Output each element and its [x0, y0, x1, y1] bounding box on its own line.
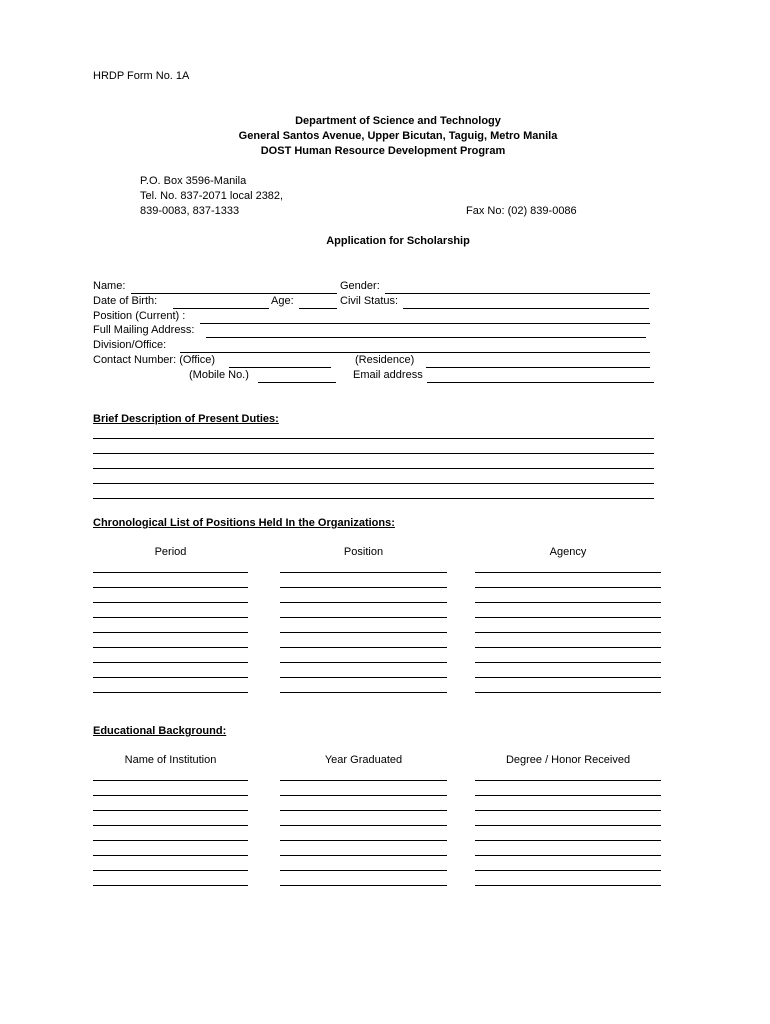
name-label: Name:: [93, 280, 126, 292]
dob-input[interactable]: [173, 295, 269, 309]
table-entry-line[interactable]: [475, 602, 661, 603]
email-label: Email address: [353, 369, 423, 381]
table-entry-line[interactable]: [280, 602, 447, 603]
table-entry-line[interactable]: [475, 780, 661, 781]
table-entry-line[interactable]: [93, 647, 248, 648]
table-entry-line[interactable]: [280, 855, 447, 856]
table-entry-line[interactable]: [93, 840, 248, 841]
fax-number: Fax No: (02) 839-0086: [466, 205, 577, 217]
form-title: Application for Scholarship: [326, 235, 470, 247]
age-label: Age:: [271, 295, 294, 307]
table-entry-line[interactable]: [475, 795, 661, 796]
table-entry-line[interactable]: [93, 810, 248, 811]
org-address: General Santos Avenue, Upper Bicutan, Taguig, Metro Manila: [238, 130, 558, 142]
table-entry-line[interactable]: [475, 825, 661, 826]
residence-input[interactable]: [426, 354, 650, 368]
table-entry-line[interactable]: [475, 885, 661, 886]
table-entry-line[interactable]: [280, 647, 447, 648]
table-entry-line[interactable]: [93, 602, 248, 603]
duties-line[interactable]: [93, 483, 654, 484]
dob-label: Date of Birth:: [93, 295, 158, 307]
table-entry-line[interactable]: [475, 587, 661, 588]
table-entry-line[interactable]: [280, 617, 447, 618]
table-entry-line[interactable]: [475, 647, 661, 648]
duties-line[interactable]: [93, 498, 654, 499]
table-entry-line[interactable]: [280, 677, 447, 678]
positions-col-position: Position: [343, 546, 384, 558]
positions-title: Chronological List of Positions Held In the Organizations:: [93, 517, 395, 529]
table-entry-line[interactable]: [93, 617, 248, 618]
tel-line-1: Tel. No. 837-2071 local 2382,: [140, 190, 284, 202]
residence-label: (Residence): [355, 354, 415, 366]
table-entry-line[interactable]: [280, 780, 447, 781]
po-box: P.O. Box 3596-Manila: [140, 175, 247, 187]
gender-input[interactable]: [385, 280, 650, 294]
table-entry-line[interactable]: [475, 632, 661, 633]
table-entry-line[interactable]: [93, 885, 248, 886]
gender-label: Gender:: [340, 280, 380, 292]
table-entry-line[interactable]: [93, 677, 248, 678]
table-entry-line[interactable]: [280, 795, 447, 796]
table-entry-line[interactable]: [93, 632, 248, 633]
table-entry-line[interactable]: [475, 677, 661, 678]
email-input[interactable]: [427, 369, 654, 383]
table-entry-line[interactable]: [475, 692, 661, 693]
org-name: Department of Science and Technology: [295, 115, 501, 127]
mailing-label: Full Mailing Address:: [93, 324, 195, 336]
position-input[interactable]: [200, 310, 650, 324]
table-entry-line[interactable]: [280, 870, 447, 871]
table-entry-line[interactable]: [475, 572, 661, 573]
table-entry-line[interactable]: [93, 855, 248, 856]
contact-office-input[interactable]: [229, 354, 331, 368]
table-entry-line[interactable]: [93, 572, 248, 573]
education-col-year: Year Graduated: [324, 754, 403, 766]
table-entry-line[interactable]: [93, 587, 248, 588]
table-entry-line[interactable]: [475, 662, 661, 663]
tel-line-2: 839-0083, 837-1333: [140, 205, 240, 217]
table-entry-line[interactable]: [280, 662, 447, 663]
table-entry-line[interactable]: [280, 632, 447, 633]
table-entry-line[interactable]: [93, 780, 248, 781]
duties-line[interactable]: [93, 438, 654, 439]
table-entry-line[interactable]: [475, 870, 661, 871]
positions-col-agency: Agency: [549, 546, 587, 558]
civil-status-label: Civil Status:: [340, 295, 399, 307]
table-entry-line[interactable]: [280, 840, 447, 841]
form-number: HRDP Form No. 1A: [93, 70, 190, 82]
table-entry-line[interactable]: [475, 840, 661, 841]
contact-office-label: Contact Number: (Office): [93, 354, 216, 366]
table-entry-line[interactable]: [93, 870, 248, 871]
table-entry-line[interactable]: [93, 795, 248, 796]
education-col-institution: Name of Institution: [124, 754, 217, 766]
positions-col-period: Period: [154, 546, 187, 558]
age-input[interactable]: [299, 295, 337, 309]
education-col-degree: Degree / Honor Received: [505, 754, 631, 766]
table-entry-line[interactable]: [93, 692, 248, 693]
table-entry-line[interactable]: [280, 825, 447, 826]
table-entry-line[interactable]: [93, 825, 248, 826]
table-entry-line[interactable]: [280, 885, 447, 886]
program-name: DOST Human Resource Development Program: [260, 145, 506, 157]
education-title: Educational Background:: [93, 725, 227, 737]
duties-line[interactable]: [93, 468, 654, 469]
mobile-label: (Mobile No.): [189, 369, 249, 381]
table-entry-line[interactable]: [475, 617, 661, 618]
mobile-input[interactable]: [258, 369, 336, 383]
name-input[interactable]: [131, 280, 337, 294]
division-input[interactable]: [180, 339, 650, 353]
duties-line[interactable]: [93, 453, 654, 454]
position-label: Position (Current) :: [93, 310, 186, 322]
table-entry-line[interactable]: [475, 810, 661, 811]
table-entry-line[interactable]: [280, 587, 447, 588]
division-label: Division/Office:: [93, 339, 167, 351]
table-entry-line[interactable]: [93, 662, 248, 663]
table-entry-line[interactable]: [280, 810, 447, 811]
table-entry-line[interactable]: [280, 692, 447, 693]
table-entry-line[interactable]: [475, 855, 661, 856]
civil-status-input[interactable]: [403, 295, 649, 309]
table-entry-line[interactable]: [280, 572, 447, 573]
mailing-input[interactable]: [206, 324, 646, 338]
duties-title: Brief Description of Present Duties:: [93, 413, 279, 425]
